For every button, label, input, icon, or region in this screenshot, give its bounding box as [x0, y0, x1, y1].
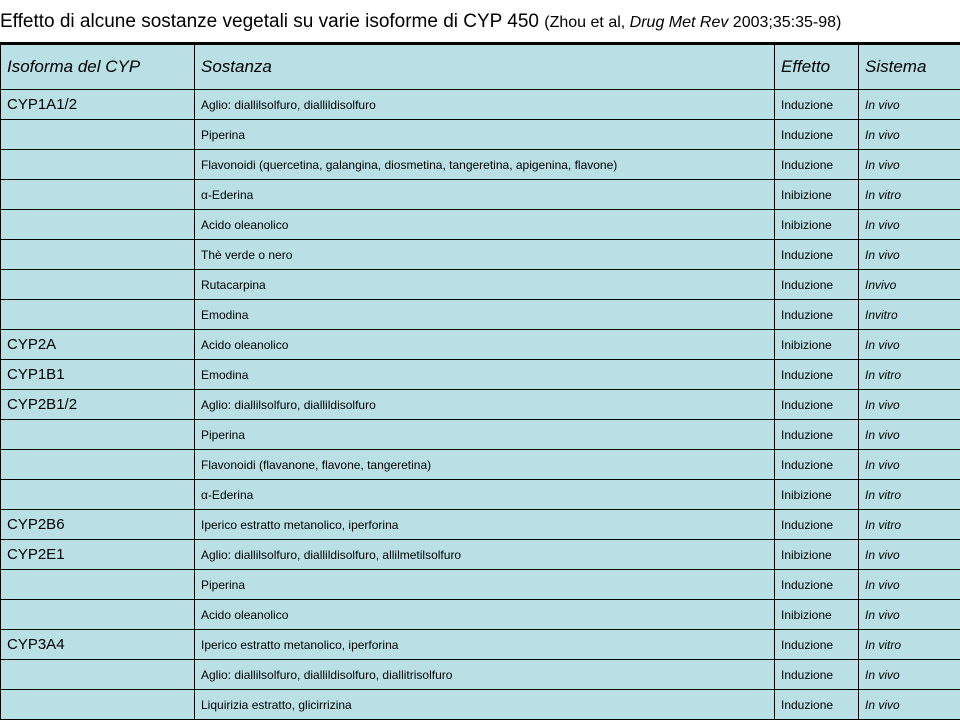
page-title [0, 0, 960, 44]
citation-journal: Drug Met Rev [629, 14, 729, 31]
cell-substance: Rutacarpina [195, 270, 775, 300]
cell-effect: Induzione [775, 300, 859, 330]
table-row [1, 390, 960, 420]
cell-isoform [1, 210, 195, 240]
table-row [1, 150, 960, 180]
table-row [1, 450, 960, 480]
cell-substance: Acido oleanolico [195, 210, 775, 240]
table-row [1, 240, 960, 270]
table-row [1, 480, 960, 510]
cell-effect: Inibizione [775, 180, 859, 210]
cell-isoform [1, 240, 195, 270]
table-row [1, 360, 960, 390]
cyp-table [0, 42, 960, 720]
title-main: Effetto di alcune sostanze vegetali su varie isoforme di CYP 450 [0, 11, 539, 32]
cell-effect: Inibizione [775, 480, 859, 510]
cell-effect: Induzione [775, 240, 859, 270]
cell-substance: Thè verde o nero [195, 240, 775, 270]
table-row [1, 180, 960, 210]
cell-isoform: CYP2B1/2 [1, 390, 195, 420]
cell-effect: Induzione [775, 150, 859, 180]
table-row [1, 600, 960, 630]
citation-prefix: (Zhou et al, [544, 14, 630, 31]
cell-effect: Induzione [775, 90, 859, 120]
header-system: Sistema [859, 44, 960, 90]
table-row [1, 510, 960, 540]
cell-effect: Inibizione [775, 210, 859, 240]
cell-substance: Flavonoidi (flavanone, flavone, tangeretina) [195, 450, 775, 480]
cell-system: In vivo [859, 660, 960, 690]
cell-substance: Aglio: diallilsolfuro, diallildisolfuro [195, 390, 775, 420]
cell-system: In vivo [859, 90, 960, 120]
table-row [1, 120, 960, 150]
cell-substance: α-Ederina [195, 480, 775, 510]
cell-substance: Aglio: diallilsolfuro, diallildisolfuro [195, 90, 775, 120]
cell-isoform [1, 180, 195, 210]
cell-system: In vivo [859, 120, 960, 150]
cell-system: In vivo [859, 390, 960, 420]
table-header-row [1, 44, 960, 90]
cell-substance: α-Ederina [195, 180, 775, 210]
table-row [1, 210, 960, 240]
cell-isoform [1, 450, 195, 480]
cell-substance: Emodina [195, 360, 775, 390]
table-row [1, 570, 960, 600]
cell-substance: Emodina [195, 300, 775, 330]
cell-substance: Acido oleanolico [195, 600, 775, 630]
table-row [1, 660, 960, 690]
cell-substance: Flavonoidi (quercetina, galangina, diosmetina, tangeretina, apigenina, flavone) [195, 150, 775, 180]
cell-effect: Inibizione [775, 540, 859, 570]
cell-system: In vivo [859, 450, 960, 480]
header-substance: Sostanza [195, 44, 775, 90]
citation-suffix: 2003;35:35-98) [728, 14, 842, 31]
cell-system: Invitro [859, 300, 960, 330]
cell-isoform: CYP1B1 [1, 360, 195, 390]
cell-system: In vitro [859, 360, 960, 390]
cell-substance: Iperico estratto metanolico, iperforina [195, 510, 775, 540]
cell-system: In vitro [859, 630, 960, 660]
cell-substance: Piperina [195, 120, 775, 150]
cell-effect: Induzione [775, 120, 859, 150]
table-row [1, 330, 960, 360]
cell-isoform [1, 690, 195, 720]
cell-effect: Induzione [775, 360, 859, 390]
cell-isoform: CYP2E1 [1, 540, 195, 570]
cell-effect: Induzione [775, 630, 859, 660]
cell-substance: Iperico estratto metanolico, iperforina [195, 630, 775, 660]
cell-isoform [1, 420, 195, 450]
cell-system: In vivo [859, 690, 960, 720]
cell-system: In vivo [859, 570, 960, 600]
cell-system: In vitro [859, 510, 960, 540]
cell-substance: Aglio: diallilsolfuro, diallildisolfuro, diallitrisolfuro [195, 660, 775, 690]
cell-system: In vivo [859, 600, 960, 630]
cell-system: In vivo [859, 240, 960, 270]
cell-system: Invivo [859, 270, 960, 300]
cell-isoform: CYP2B6 [1, 510, 195, 540]
table-row [1, 300, 960, 330]
cell-isoform [1, 600, 195, 630]
cell-isoform [1, 120, 195, 150]
cell-substance: Liquirizia estratto, glicirrizina [195, 690, 775, 720]
cell-effect: Induzione [775, 390, 859, 420]
table-row [1, 690, 960, 720]
cell-isoform [1, 480, 195, 510]
header-isoform: Isoforma del CYP [1, 44, 195, 90]
cell-substance: Aglio: diallilsolfuro, diallildisolfuro, allilmetilsolfuro [195, 540, 775, 570]
cell-effect: Inibizione [775, 600, 859, 630]
cell-effect: Induzione [775, 660, 859, 690]
cell-effect: Induzione [775, 450, 859, 480]
cell-substance: Piperina [195, 420, 775, 450]
cell-isoform [1, 660, 195, 690]
table-row [1, 420, 960, 450]
cell-system: In vitro [859, 180, 960, 210]
table-row [1, 540, 960, 570]
cell-system: In vivo [859, 330, 960, 360]
cell-isoform: CYP3A4 [1, 630, 195, 660]
cell-substance: Piperina [195, 570, 775, 600]
cell-system: In vitro [859, 480, 960, 510]
cell-isoform [1, 270, 195, 300]
table-row [1, 270, 960, 300]
table-body [1, 90, 960, 720]
cell-substance: Acido oleanolico [195, 330, 775, 360]
cell-system: In vivo [859, 540, 960, 570]
cell-effect: Induzione [775, 510, 859, 540]
cell-isoform [1, 300, 195, 330]
cell-isoform: CYP2A [1, 330, 195, 360]
cell-effect: Induzione [775, 570, 859, 600]
table-row [1, 90, 960, 120]
table-row [1, 630, 960, 660]
cell-isoform [1, 570, 195, 600]
cell-system: In vivo [859, 150, 960, 180]
title-citation [544, 14, 841, 31]
cell-isoform [1, 150, 195, 180]
cell-effect: Inibizione [775, 330, 859, 360]
cell-system: In vivo [859, 420, 960, 450]
cell-effect: Induzione [775, 420, 859, 450]
cell-isoform: CYP1A1/2 [1, 90, 195, 120]
header-effect: Effetto [775, 44, 859, 90]
cell-effect: Induzione [775, 270, 859, 300]
cell-effect: Induzione [775, 690, 859, 720]
cell-system: In vivo [859, 210, 960, 240]
